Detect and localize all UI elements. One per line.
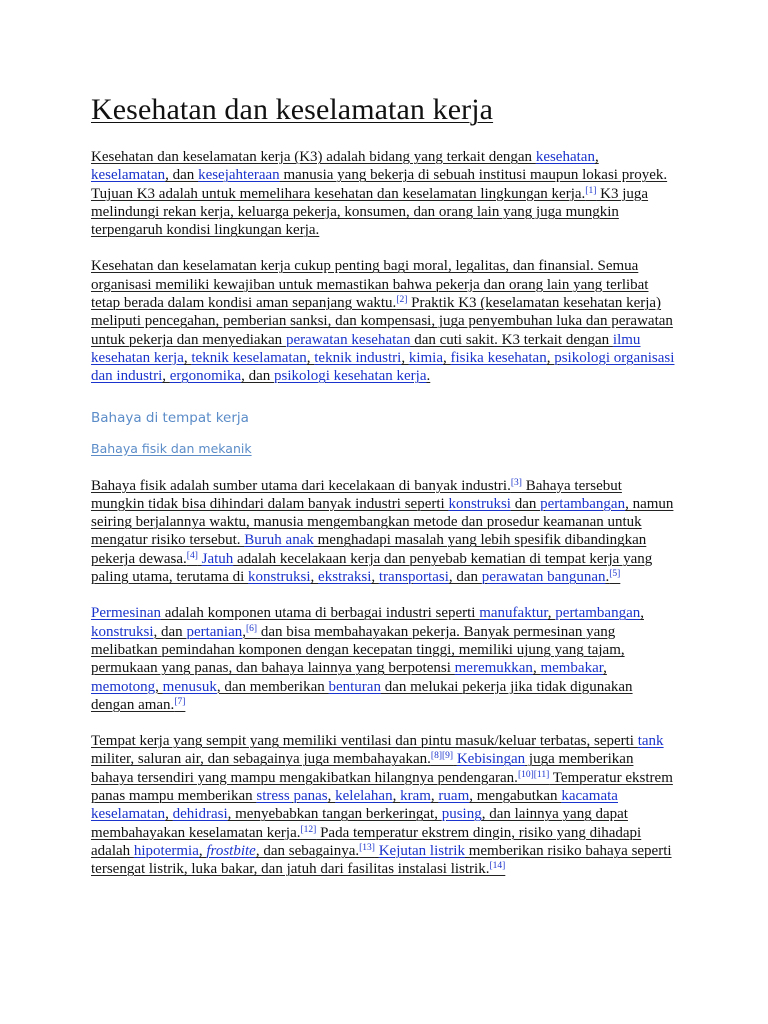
citation-ref[interactable]: [14] xyxy=(489,861,506,872)
body-text: , xyxy=(594,149,599,165)
body-text: , xyxy=(532,660,541,677)
body-text: Tempat kerja yang sempit yang memiliki ventilasi dan pintu masuk/keluar terbatas, seperti xyxy=(91,733,638,750)
body-text: , namun seiring berjalannya waktu, manusia mengembangkan metode dan prosedur keamanan untuk mengatur risiko tersebut. xyxy=(91,495,674,549)
body-text: , mengabutkan xyxy=(469,788,562,805)
citation-ref[interactable]: [7] xyxy=(174,696,186,707)
body-text: Kesehatan dan keselamatan kerja cukup penting bagi moral, legalitas, dan finansial. Semua organisasi memiliki kewajiban untuk memastikan bahwa pekerja dan orang lain yang terlibat tetap berada dalam kondisi aman sepanjang waktu. xyxy=(91,258,649,312)
body-text: militer, saluran air, dan sebagainya juga membahayakan. xyxy=(91,751,431,768)
inline-link[interactable]: psikologi kesehatan kerja xyxy=(274,368,427,385)
body-text: , xyxy=(547,605,556,622)
citation-ref[interactable]: [5] xyxy=(609,569,621,580)
body-text: , xyxy=(443,349,451,366)
inline-link[interactable]: ergonomika xyxy=(169,368,242,385)
body-text: , xyxy=(242,623,246,640)
inline-link[interactable]: dehidrasi xyxy=(172,806,228,823)
inline-link[interactable]: transportasi xyxy=(378,569,449,586)
citation-ref[interactable]: [2] xyxy=(396,295,408,306)
body-text: dan cuti sakit. K3 terkait dengan xyxy=(410,331,613,348)
body-text: menghadapi masalah yang lebih spesifik dibandingkan pekerja dewasa. xyxy=(91,532,647,567)
body-text: , xyxy=(430,788,439,805)
body-text: dan xyxy=(510,495,541,512)
inline-link[interactable]: meremukkan xyxy=(454,660,533,677)
body-text: , xyxy=(371,569,379,586)
paragraph xyxy=(91,732,678,878)
inline-link[interactable]: keselamatan xyxy=(91,167,166,184)
body-text: dan bisa membahayakan pekerja. Banyak permesinan yang melibatkan pemindahan komponen dengan kecepatan tinggi, memiliki ujung yang tajam, permukaan yang panas, dan bahaya lainnya yang berpotensi xyxy=(91,623,625,677)
paragraph xyxy=(91,148,678,239)
inline-link[interactable]: konstruksi xyxy=(448,495,511,512)
body-text: , dan xyxy=(153,623,187,640)
citation-ref[interactable]: [4] xyxy=(186,550,198,561)
inline-link[interactable]: ilmu kesehatan kerja xyxy=(91,331,641,366)
inline-link[interactable]: Jatuh xyxy=(201,550,234,567)
body-text: , xyxy=(162,368,170,385)
inline-link[interactable]: Kebisingan xyxy=(456,751,526,768)
inline-link[interactable]: menusuk xyxy=(162,678,217,695)
inline-link[interactable]: memotong xyxy=(91,678,156,695)
body-text: , dan xyxy=(448,569,482,586)
article-body xyxy=(91,148,678,879)
body-text: , dan sebagainya. xyxy=(255,842,360,859)
subsection-heading: Bahaya fisik dan mekanik xyxy=(91,440,252,456)
body-text: , xyxy=(603,660,607,677)
body-text: , xyxy=(401,349,409,366)
page-title: Kesehatan dan keselamatan kerja xyxy=(91,93,494,126)
inline-link[interactable]: membakar xyxy=(540,660,604,677)
inline-link[interactable]: stress panas xyxy=(256,788,328,805)
body-text: adalah kecelakaan kerja dan penyebab kematian di tempat kerja yang paling utama, terutama di xyxy=(91,550,653,586)
paragraph xyxy=(91,477,678,587)
body-text: Temperatur ekstrem panas mampu memberikan xyxy=(91,769,673,805)
body-text: dan melukai pekerja jika tidak digunakan dengan aman. xyxy=(91,678,633,713)
inline-link[interactable]: frostbite xyxy=(206,842,256,859)
citation-ref[interactable]: [13] xyxy=(359,842,375,853)
citation-ref[interactable]: [3] xyxy=(510,477,522,488)
body-text: , xyxy=(165,806,173,823)
inline-link[interactable]: perawatan kesehatan xyxy=(285,331,411,348)
body-text: , xyxy=(546,349,555,366)
body-text: Bahaya fisik adalah sumber utama dari kecelakaan di banyak industri. xyxy=(91,477,511,494)
body-text: , xyxy=(306,349,315,366)
body-text: , menyebabkan tangan berkeringat, xyxy=(227,806,442,823)
body-text: memberikan risiko bahaya seperti tersengat listrik, luka bakar, dan jatuh dari fasilitas instalasi listrik. xyxy=(91,842,672,878)
inline-link[interactable]: kram xyxy=(400,788,431,805)
inline-link[interactable]: ekstraksi xyxy=(318,569,372,586)
inline-link[interactable]: fisika kesehatan xyxy=(450,349,547,366)
paragraph xyxy=(91,257,678,385)
body-text: , xyxy=(155,678,163,695)
inline-link[interactable]: kesehatan xyxy=(535,149,595,165)
inline-link[interactable]: manufaktur xyxy=(479,605,548,622)
inline-link[interactable]: pertambangan xyxy=(555,605,641,622)
citation-ref[interactable]: [8][9] xyxy=(430,751,454,762)
inline-link[interactable]: benturan xyxy=(328,678,381,695)
body-text: Pada temperatur ekstrem dingin, risiko yang dihadapi adalah xyxy=(91,824,642,859)
inline-link[interactable]: Buruh anak xyxy=(244,532,314,549)
body-text: , xyxy=(198,842,207,859)
citation-ref[interactable]: [10][11] xyxy=(517,769,550,780)
inline-link[interactable]: teknik industri xyxy=(314,349,402,366)
body-text: , dan memberikan xyxy=(216,678,329,695)
body-text: manusia yang bekerja di sebuah institusi maupun lokasi proyek. Tujuan K3 adalah untuk memelihara kesehatan dan keselamatan lingkungan kerja. xyxy=(91,167,668,202)
inline-link[interactable]: kimia xyxy=(408,349,443,366)
inline-link[interactable]: kelelahan xyxy=(335,788,393,805)
inline-link[interactable]: konstruksi xyxy=(91,623,154,640)
inline-link[interactable]: pertanian xyxy=(186,623,243,640)
body-text: adalah komponen utama di berbagai industri seperti xyxy=(160,605,480,622)
body-text: Praktik K3 (keselamatan kesehatan kerja) meliputi pencegahan, pemberian sanksi, dan kompensasi, juga penyembuhan luka dan perawatan untuk pekerja dan menyediakan xyxy=(91,295,673,348)
inline-link[interactable]: psikologi organisasi dan industri xyxy=(91,349,675,385)
body-text: , dan xyxy=(241,368,275,385)
citation-ref[interactable]: [6] xyxy=(246,623,258,634)
body-text: Kesehatan dan keselamatan kerja (K3) adalah bidang yang terkait dengan xyxy=(91,149,536,165)
body-text: juga memberikan bahaya tersendiri yang mampu mengakibatkan hilangnya pendengaran. xyxy=(91,751,634,786)
inline-link[interactable]: tank xyxy=(637,733,664,750)
inline-link[interactable]: pusing xyxy=(441,806,482,823)
paragraph xyxy=(91,604,678,714)
inline-link[interactable]: Permesinan xyxy=(91,605,161,622)
body-text: , dan xyxy=(165,167,199,184)
inline-link[interactable]: Kejutan listrik xyxy=(378,842,465,859)
section-heading: Bahaya di tempat kerja xyxy=(91,409,249,426)
body-text: . xyxy=(605,569,610,586)
inline-link[interactable]: pertambangan xyxy=(540,495,626,512)
body-text: , xyxy=(183,349,192,366)
body-text: , xyxy=(392,788,401,805)
inline-link[interactable]: teknik keselamatan xyxy=(191,349,307,366)
body-text: , xyxy=(327,788,336,805)
inline-link[interactable]: kesejahteraan xyxy=(198,167,280,184)
body-text: , xyxy=(640,605,644,622)
inline-link[interactable]: konstruksi xyxy=(248,569,311,586)
citation-ref[interactable]: [1] xyxy=(585,185,597,196)
body-text: , dan lainnya yang dapat membahayakan keselamatan kerja. xyxy=(91,806,628,841)
body-text: Bahaya tersebut mungkin tidak bisa dihindari dalam banyak industri seperti xyxy=(91,477,622,512)
inline-link[interactable]: kacamata keselamatan xyxy=(91,788,618,823)
inline-link[interactable]: perawatan bangunan xyxy=(481,569,606,586)
citation-ref[interactable]: [12] xyxy=(300,824,317,835)
body-text: K3 juga melindungi rekan kerja, keluarga pekerja, konsumen, dan orang lain yang juga mungkin terpengaruh kondisi lingkungan kerja. xyxy=(91,185,649,239)
body-text: , xyxy=(310,569,319,586)
inline-link[interactable]: hipotermia xyxy=(133,842,199,859)
inline-link[interactable]: ruam xyxy=(438,788,470,805)
body-text: . xyxy=(426,368,431,385)
